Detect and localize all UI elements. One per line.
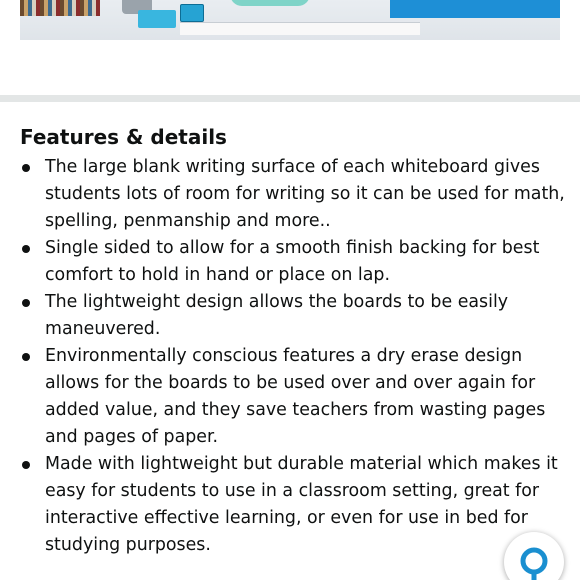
feature-bullet — [20, 289, 565, 343]
feature-text: Made with lightweight but durable material which makes it easy for students to use in a classroom setting, great for interactive effective learning, or even for use in bed for studying purposes. — [45, 454, 558, 555]
features-section — [20, 124, 565, 559]
feature-text: Single sided to allow for a smooth finish backing for best comfort to hold in hand or place on lap. — [45, 238, 540, 285]
bullet-dot-icon — [22, 245, 30, 253]
product-image-panel — [390, 0, 560, 18]
feature-text: Environmentally conscious features a dry erase design allows for the boards to be used over and over again for added value, and they save teachers from wasting pages and pages of paper. — [45, 346, 546, 447]
product-image-whiteboard — [180, 22, 420, 35]
section-divider — [0, 95, 580, 102]
product-image-books — [20, 0, 100, 16]
feature-bullet — [20, 343, 565, 451]
feature-text: The lightweight design allows the boards to be easily maneuvered. — [45, 292, 509, 339]
product-image-box — [180, 4, 204, 22]
feature-bullet — [20, 235, 565, 289]
product-image-decoration — [230, 0, 310, 6]
features-title: Features & details — [20, 125, 227, 149]
bullet-dot-icon — [22, 299, 30, 307]
chat-bubble-icon — [519, 546, 549, 580]
feature-bullet — [20, 451, 565, 559]
bullet-dot-icon — [22, 461, 30, 469]
bullet-dot-icon — [22, 164, 30, 172]
bullet-dot-icon — [22, 353, 30, 361]
feature-bullet — [20, 154, 565, 235]
feature-text: The large blank writing surface of each whiteboard gives students lots of room for writing so it can be used for math, spelling, penmanship and more.. — [45, 157, 565, 231]
product-image-eraser — [138, 10, 176, 28]
product-image[interactable] — [20, 0, 560, 40]
features-list — [20, 154, 565, 559]
